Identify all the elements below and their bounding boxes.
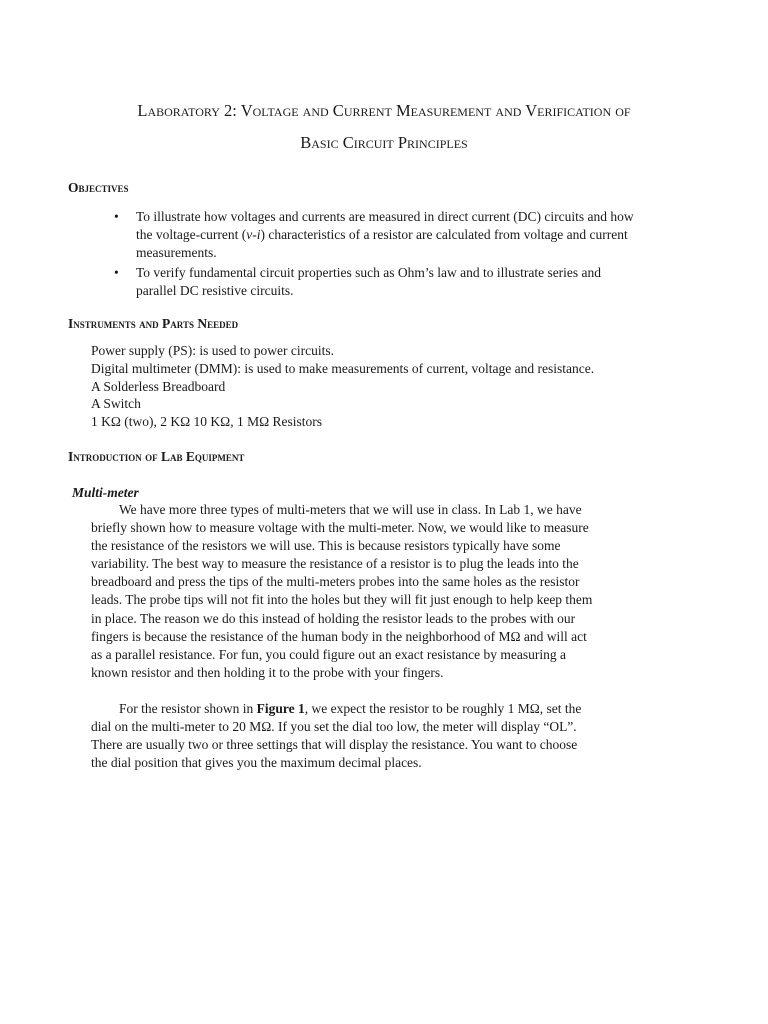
paragraph-line: dial on the multi-meter to 20 MΩ. If you set the dial too low, the meter will display “OL”.	[91, 719, 577, 735]
list-item: Digital multimeter (DMM): is used to make measurements of current, voltage and resistance.	[91, 360, 595, 376]
instruments-heading: Instruments and Parts Needed	[68, 316, 239, 331]
parts-list	[91, 342, 711, 431]
list-item: Power supply (PS): is used to power circuits.	[91, 343, 334, 358]
figure-reference: Figure 1	[256, 701, 305, 716]
paragraph-line: fingers is because the resistance of the human body in the neighborhood of MΩ and will act	[91, 628, 587, 644]
bullet-text: ) characteristics of a resistor are calculated from voltage and current	[260, 227, 628, 243]
paragraph-line: the resistance of the resistors we will use. This is because resistors typically have some	[91, 538, 561, 554]
bullet-text: To verify fundamental circuit properties such as Ohm’s law and to illustrate series and	[136, 264, 602, 280]
bullet-text: measurements.	[136, 245, 217, 261]
paragraph-line: leads. The probe tips will not fit into the holes but they will fit just enough to help keep them	[91, 592, 593, 608]
list-item: A Switch	[91, 396, 141, 412]
paragraph-line	[91, 700, 673, 718]
objectives-heading: Objectives	[68, 180, 129, 195]
document-title-line-1: Laboratory 2: Voltage and Current Measurement and Verification of	[137, 101, 631, 120]
paragraph-line: variability. The best way to measure the resistance of a resistor is to plug the leads into the	[91, 556, 579, 572]
list-item	[112, 264, 712, 300]
paragraph-text: , we expect the resistor to be roughly 1 MΩ, set the	[304, 701, 582, 716]
multimeter-paragraph-1	[91, 501, 673, 682]
bullet-text-italic: v-i	[246, 227, 261, 243]
intro-heading: Introduction of Lab Equipment	[68, 449, 245, 464]
bullet-text: To illustrate how voltages and currents are measured in direct current (DC) circuits and how	[136, 209, 634, 224]
list-item	[112, 208, 712, 263]
paragraph-line: known resistor and then holding it to the probe with your fingers.	[91, 664, 444, 680]
paragraph-line: briefly shown how to measure voltage with the multi-meter. Now, we would like to measure	[91, 520, 589, 536]
bullet-text: parallel DC resistive circuits.	[136, 282, 294, 298]
objectives-list	[112, 208, 712, 300]
list-item: A Solderless Breadboard	[91, 378, 226, 394]
paragraph-line: We have more three types of multi-meters that we will use in class. In Lab 1, we have	[119, 502, 582, 517]
paragraph-line: There are usually two or three settings that will display the resistance. You want to choose	[91, 737, 578, 753]
paragraph-line: as a parallel resistance. For fun, you could figure out an exact resistance by measuring a	[91, 646, 566, 662]
document-title-line-2: Basic Circuit Principles	[300, 133, 468, 152]
multimeter-subheading: Multi-meter	[72, 485, 139, 500]
multimeter-paragraph-2	[91, 700, 673, 772]
paragraph-line: the dial position that gives you the maximum decimal places.	[91, 755, 422, 771]
list-item: 1 KΩ (two), 2 KΩ 10 KΩ, 1 MΩ Resistors	[91, 414, 323, 430]
paragraph-text: For the resistor shown in	[119, 701, 257, 716]
paragraph-line: in place. The reason we do this instead of holding the resistor leads to the probes with our	[91, 610, 576, 626]
paragraph-line: breadboard and press the tips of the multi-meters probes into the same holes as the resistor	[91, 574, 580, 590]
bullet-text: the voltage-current (	[136, 227, 247, 243]
